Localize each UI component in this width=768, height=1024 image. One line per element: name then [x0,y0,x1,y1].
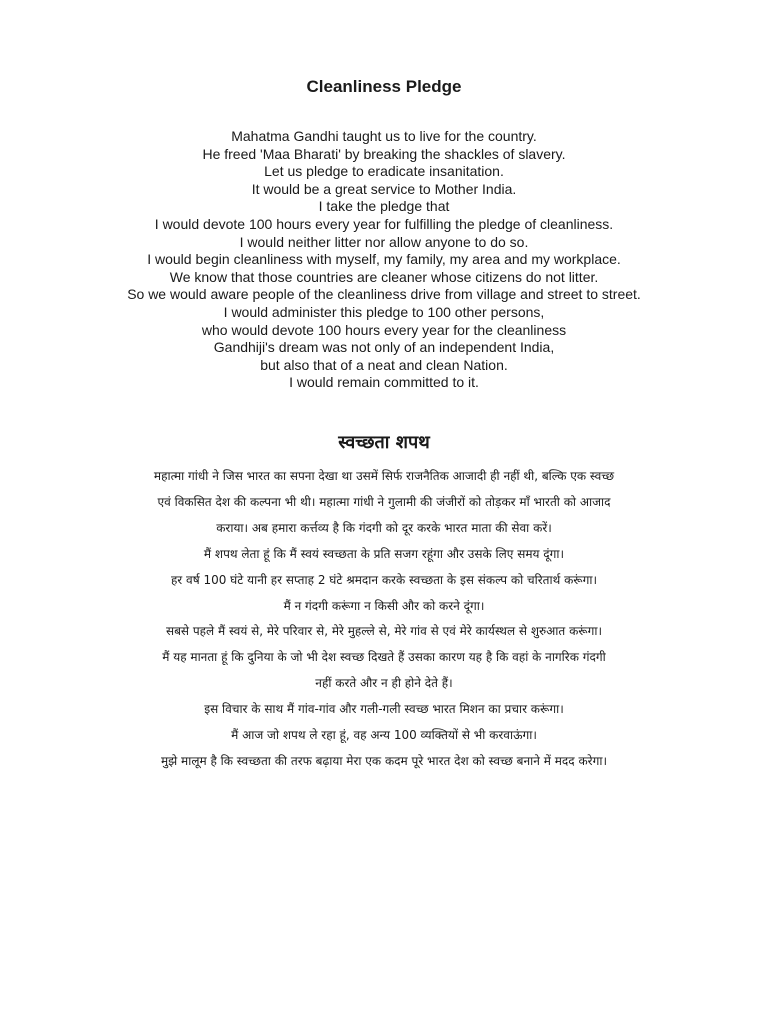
english-pledge-line: So we would aware people of the cleanliness drive from village and street to street. [127,286,641,303]
english-pledge-line: Gandhiji's dream was not only of an independent India, [213,339,555,356]
english-pledge-line: I would begin cleanliness with myself, my family, my area and my workplace. [147,251,621,268]
hindi-pledge-line: कराया। अब हमारा कर्त्तव्य है कि गंदगी को दूर करके भारत माता की सेवा करें। [216,520,552,535]
hindi-pledge-line: हर वर्ष 100 घंटे यानी हर सप्ताह 2 घंटे श्रमदान करके स्वच्छता के इस संकल्प को चरितार्थ करूंगा। [170,572,598,587]
english-pledge-line: He freed 'Maa Bharati' by breaking the shackles of slavery. [202,145,566,162]
english-pledge-line: I would remain committed to it. [289,374,479,391]
english-pledge-title: Cleanliness Pledge [306,77,462,96]
hindi-pledge-line: मैं न गंदगी करूंगा न किसी और को करने दूंगा। [283,598,485,613]
english-pledge-line: I would neither litter nor allow anyone to do so. [239,233,529,250]
hindi-pledge-line: इस विचार के साथ मैं गांव-गांव और गली-गली स्वच्छ भारत मिशन का प्रचार करूंगा। [204,702,564,717]
english-pledge-body [20,128,748,392]
english-pledge-line: I would administer this pledge to 100 other persons, [223,303,545,320]
hindi-pledge-line: एवं विकसित देश की कल्पना भी थी। महात्मा गांधी ने गुलामी की जंजीरों को तोड़कर माँ भारती को आजाद [157,494,611,509]
hindi-pledge-line: महात्मा गांधी ने जिस भारत का सपना देखा था उसमें सिर्फ राजनैतिक आजादी ही नहीं थी, बल्कि एक स्वच्छ [153,469,615,483]
english-pledge-line: Let us pledge to eradicate insanitation. [264,163,504,180]
english-pledge-line: It would be a great service to Mother India. [251,180,517,197]
hindi-pledge-line: नहीं करते और न ही होने देते हैं। [315,676,453,691]
hindi-pledge-title: स्वच्छता शपथ [338,432,430,453]
english-pledge-line: Mahatma Gandhi taught us to live for the country. [231,128,537,144]
hindi-pledge-line: मैं आज जो शपथ ले रहा हूं, वह अन्य 100 व्यक्तियों से भी करवाऊंगा। [231,728,537,743]
hindi-pledge-line: मैं शपथ लेता हूं कि मैं स्वयं स्वच्छता के प्रति सजग रहूंगा और उसके लिए समय दूंगा। [203,546,565,561]
english-pledge-line: who would devote 100 hours every year for the cleanliness [201,321,567,338]
english-pledge-line: We know that those countries are cleaner whose citizens do not litter. [169,268,599,285]
hindi-pledge-line: मैं यह मानता हूं कि दुनिया के जो भी देश स्वच्छ दिखते हैं उसका कारण यह है कि वहां के नागरिक गंदगी [162,650,606,665]
english-pledge-line: I would devote 100 hours every year for fulfilling the pledge of cleanliness. [154,215,614,232]
english-pledge-line: but also that of a neat and clean Nation. [260,356,508,373]
english-pledge-line: I take the pledge that [318,198,450,215]
hindi-pledge-line: सबसे पहले मैं स्वयं से, मेरे परिवार से, मेरे मुहल्ले से, मेरे गांव से एवं मेरे कार्यस्थल से शुरुआत करूंगा। [165,624,603,639]
hindi-pledge-body [40,464,728,775]
hindi-pledge-line: मुझे मालूम है कि स्वच्छता की तरफ बढ़ाया मेरा एक कदम पूरे भारत देश को स्वच्छ बनाने में मदद करेगा। [160,753,607,768]
